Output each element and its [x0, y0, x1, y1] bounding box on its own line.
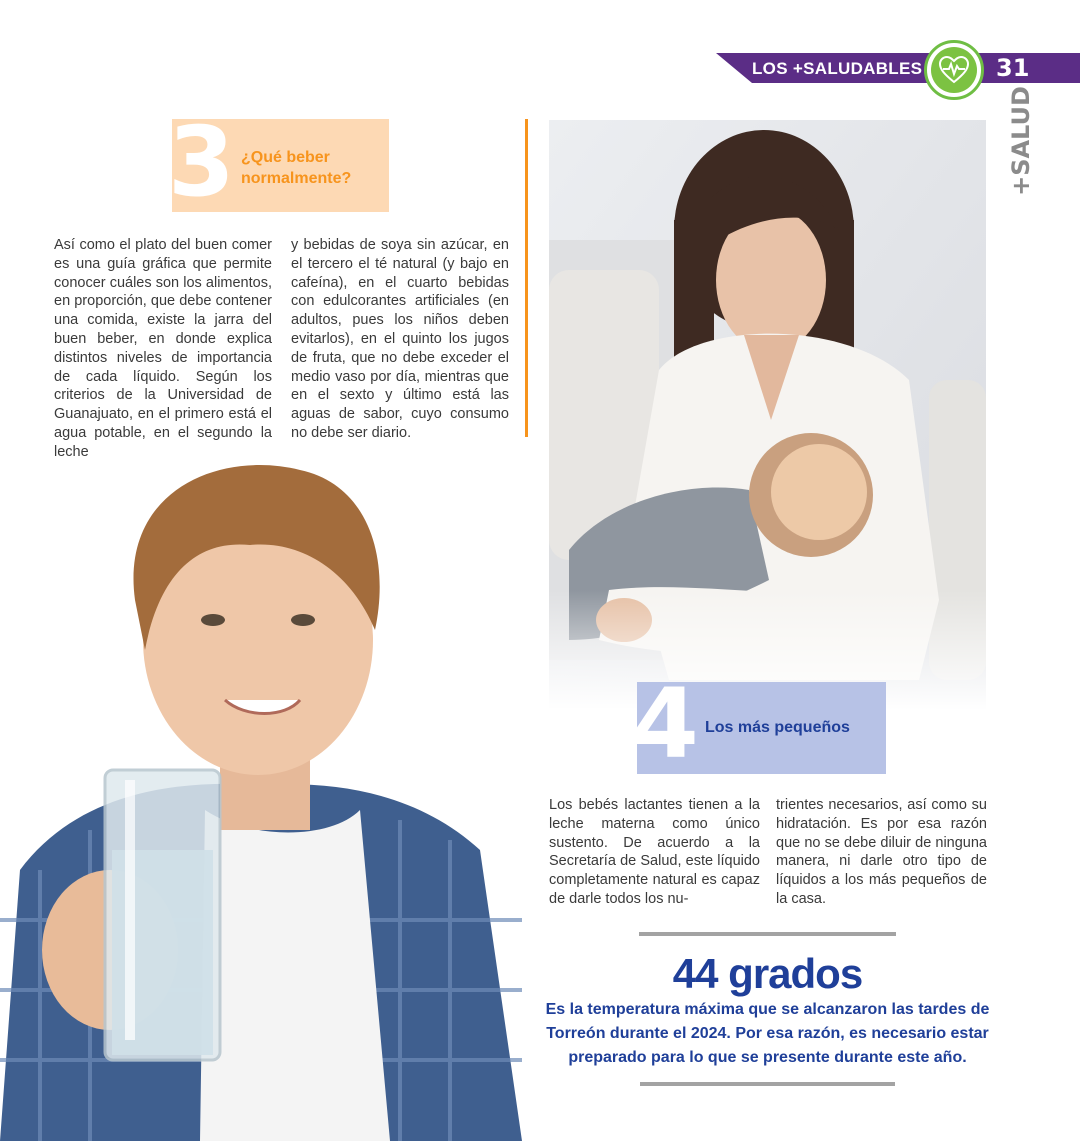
- heart-pulse-icon: [938, 55, 970, 85]
- section3-title: ¿Qué beber normalmente?: [241, 149, 352, 187]
- mother-breastfeeding-photo: [549, 120, 986, 710]
- orange-divider: [525, 119, 528, 437]
- section-label: LOS +SALUDABLES: [752, 59, 923, 78]
- section3-number: 3: [168, 106, 235, 218]
- section4-number: 4: [632, 668, 699, 780]
- section4-title: Los más pequeños: [705, 719, 850, 736]
- boy-with-water-glass-photo: [0, 450, 522, 1141]
- page-number: 31: [996, 54, 1030, 82]
- section3-text-col1: Así como el plato del buen comer es una guía gráfica que permite conocer cuáles son los alimentos, en proporción, que debe contener una comida, existe la jarra del buen beber, en donde explica distintos niveles de importancia de cada líquido. Según los criterios de la Universidad de Guanajuato, en el primero está el agua potable, en el segundo la leche: [54, 237, 272, 460]
- heart-badge: [924, 40, 984, 100]
- highlight-text: Es la temperatura máxima que se alcanzaron las tardes de Torreón durante el 2024. Por esa razón, es necesario estar preparado para lo que se presente durante este año.: [545, 1001, 990, 1066]
- highlight-value: 44 grados: [672, 950, 863, 997]
- highlight-bottom-rule: [640, 1082, 895, 1086]
- section4-text-col2: trientes necesarios, así como su hidratación. Es por esa razón que no se debe diluir de ninguna manera, ni darle otro tipo de líquidos a los más pequeños de la casa.: [776, 797, 987, 907]
- section3-text-col2: y bebidas de soya sin azúcar, en el tercero el té natural (y bajo en cafeína), en el cuarto bebidas con edulcorantes artificiales (en adultos, pues los niños deben evitarlos), en el quinto los jugos de fruta, que no debe exceder el medio vaso por día, mientras que en el sexto y último está las aguas de sabor, cuyo consumo no debe ser diario.: [291, 237, 509, 441]
- highlight-top-rule: [639, 932, 896, 936]
- vertical-section-label: +SALUD: [1007, 86, 1036, 196]
- section4-text-col1: Los bebés lactantes tienen a la leche materna como único sustento. De acuerdo a la Secretaría de Salud, este líquido completamente natural es capaz de darle todos los nu-: [549, 797, 760, 907]
